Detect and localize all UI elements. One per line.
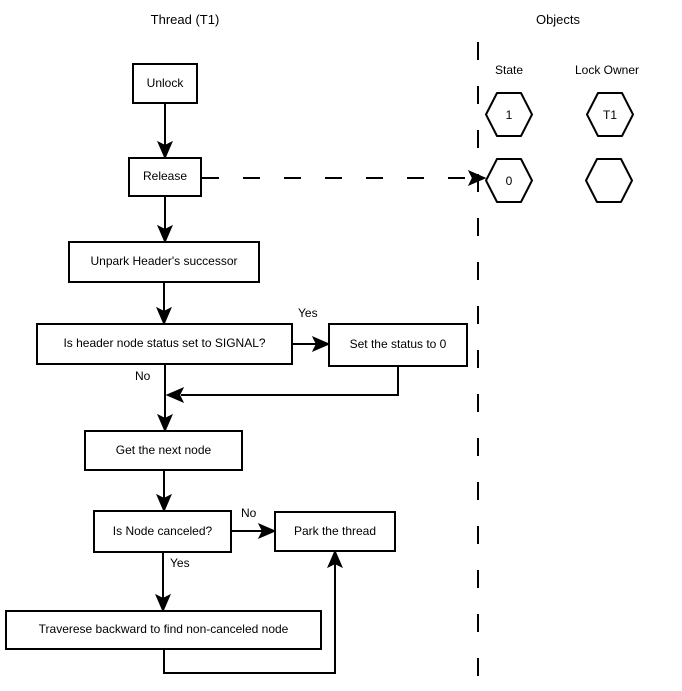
state-column-header: State [494,63,524,77]
node-get-next: Get the next node [84,430,243,471]
connector-getnext-canceled [158,471,170,510]
node-park-thread: Park the thread [274,511,396,552]
hexagon-lockowner-empty [586,159,632,202]
arrowhead-right-icon [314,338,328,350]
objects-title: Objects [535,12,581,27]
node-canceled-check: Is Node canceled? [93,510,232,553]
hexagon-state-0-value: 0 [505,174,513,188]
connector-release-unpark [159,197,171,241]
arrowhead-up-icon [329,552,341,566]
edge-label-canceled-yes: Yes [170,556,190,570]
hexagon-lockowner-t1 [587,93,633,136]
connector-canceled-yes-traverse [157,553,169,610]
arrowhead-down-icon [159,416,171,430]
arrowhead-down-icon [159,227,171,241]
thread-title: Thread (T1) [150,12,220,27]
edge-label-canceled-no: No [241,506,257,520]
arrowhead-right-icon [260,525,274,537]
arrowhead-left-icon [168,389,182,401]
connector-release-state0-dashed [202,172,484,184]
arrowhead-down-icon [158,496,170,510]
hexagon-state-0 [486,159,532,202]
connector-unlock-release [159,104,171,157]
hexagon-state-1-value: 1 [505,108,513,122]
node-unlock: Unlock [132,63,198,104]
arrowhead-down-icon [158,309,170,323]
node-signal-check: Is header node status set to SIGNAL? [36,323,293,365]
connector-signal-no-getnext [159,365,171,430]
arrowhead-down-icon [159,143,171,157]
hexagon-lockowner-t1-value: T1 [602,108,618,122]
arrowhead-down-icon [157,596,169,610]
node-unpark-successor: Unpark Header's successor [68,241,260,283]
node-traverse-backward: Traverese backward to find non-canceled node [5,610,322,650]
connector-unpark-signal [158,283,170,323]
node-set-status: Set the status to 0 [328,323,468,367]
connector-setstatus-return [168,367,398,401]
connector-signal-yes-setstatus [293,338,328,350]
node-release: Release [128,157,202,197]
lock-owner-column-header: Lock Owner [574,63,640,77]
edge-label-signal-no: No [135,369,151,383]
edge-label-signal-yes: Yes [298,306,318,320]
hexagon-state-1 [486,93,532,136]
connector-canceled-no-park [232,525,274,537]
